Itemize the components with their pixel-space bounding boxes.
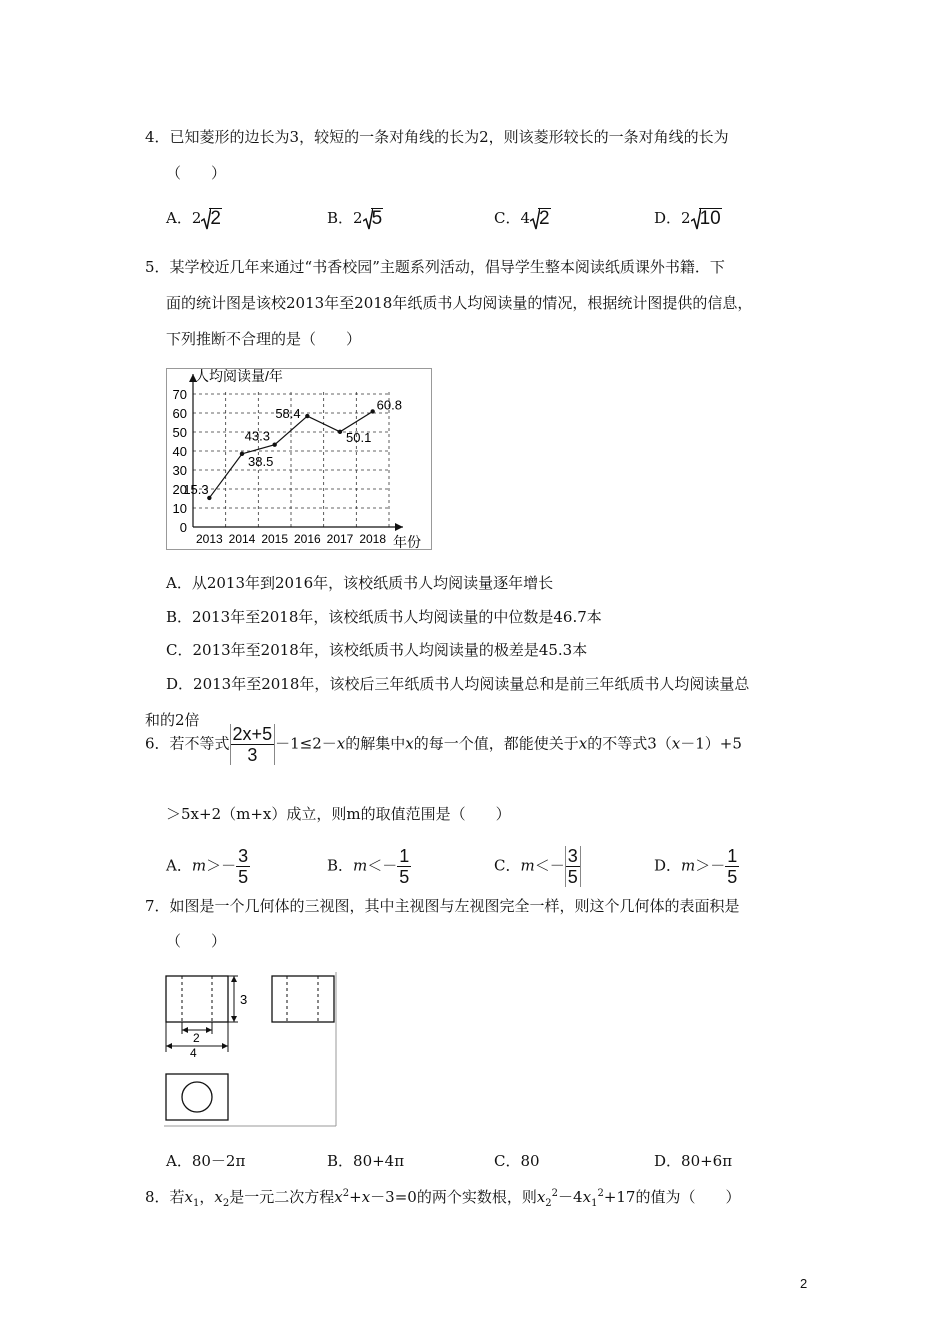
sqrt-symbol bbox=[201, 207, 222, 231]
x-axis-label: 年份 bbox=[393, 534, 421, 549]
sqrt-symbol bbox=[530, 207, 551, 231]
y-tick-label: 20 bbox=[172, 482, 187, 497]
q6-option-c[interactable] bbox=[494, 846, 581, 887]
q7-stem: 7．如图是一个几何体的三视图，其中主视图与左视图完全一样，则这个几何体的表面积是 bbox=[145, 897, 740, 915]
q6-var-x: x bbox=[405, 734, 414, 753]
reading-chart bbox=[166, 368, 432, 550]
x-tick-label: 2017 bbox=[326, 532, 354, 546]
q7-option-c[interactable]: C．80 bbox=[494, 1152, 540, 1170]
q8-mid3: =0的两个实数根，则 bbox=[394, 1188, 537, 1206]
q6-option-a-frac bbox=[236, 846, 250, 887]
data-point bbox=[272, 443, 276, 447]
q6-var-x: x bbox=[671, 734, 681, 753]
q6-mid: －1≤2－ bbox=[275, 734, 337, 753]
radicand: 2 bbox=[210, 208, 221, 230]
x-tick-label: 2018 bbox=[359, 532, 387, 546]
y-tick-label: 10 bbox=[172, 501, 187, 516]
q7-option-b[interactable]: B．80+4π bbox=[327, 1152, 405, 1170]
data-point bbox=[240, 452, 244, 456]
q6-line2: ＞5x+2（m+x）成立，则m的取值范围是（ ） bbox=[166, 805, 511, 823]
q6-option-d-label: D． bbox=[654, 856, 682, 875]
q8-tail: +17的值为（ ） bbox=[603, 1188, 741, 1206]
q6-line1 bbox=[145, 724, 742, 765]
three-view-figure bbox=[162, 970, 338, 1128]
q6-var-x: x bbox=[578, 734, 588, 753]
q8-pre: 8．若 bbox=[145, 1188, 185, 1206]
radicand: 5 bbox=[371, 208, 383, 230]
q5-line3: 下列推断不合理的是（ ） bbox=[166, 330, 362, 348]
sqrt-symbol bbox=[691, 207, 722, 231]
data-label: 43.3 bbox=[244, 428, 270, 444]
q6-option-a-rel: ＞－ bbox=[206, 856, 237, 875]
q5-option-b[interactable]: B．2013年至2018年，该校纸质书人均阅读量的中位数是46.7本 bbox=[166, 608, 602, 626]
x-tick-label: 2015 bbox=[261, 532, 289, 546]
q6-option-c-rel: ＜－ bbox=[534, 856, 565, 875]
y-tick-label: 40 bbox=[172, 444, 187, 459]
page-number: 2 bbox=[800, 1276, 808, 1291]
q6-frac-den: 3 bbox=[247, 745, 258, 765]
q8-mid1: ， bbox=[199, 1188, 215, 1206]
x-tick-label: 2013 bbox=[195, 532, 223, 546]
dim-height-label: 3 bbox=[240, 992, 248, 1007]
q6-post4: －1）+5 bbox=[680, 734, 742, 753]
x-tick-label: 2014 bbox=[228, 532, 256, 546]
q5-option-a[interactable]: A．从2013年到2016年，该校纸质书人均阅读量逐年增长 bbox=[166, 574, 554, 592]
y-tick-label: 30 bbox=[172, 463, 187, 478]
q8-stem: 8．若$x_1$，$x_2$是一元二次方程$x^2+x-3=0$的两个实数根，则$x_2^2-4x_1^2+17$的值为（ ） bbox=[145, 1188, 741, 1209]
q6-option-b[interactable] bbox=[327, 846, 411, 887]
q6-post3: 的不等式3（ bbox=[587, 734, 672, 753]
q6-option-b-rel: ＜－ bbox=[367, 856, 398, 875]
frac-den: 5 bbox=[399, 867, 410, 887]
dim-outer-label: 4 bbox=[190, 1046, 197, 1060]
dim-inner-label: 2 bbox=[193, 1031, 200, 1045]
q6-option-a[interactable] bbox=[166, 846, 250, 887]
reading-line-chart bbox=[167, 369, 431, 549]
frac-den: 5 bbox=[727, 867, 738, 887]
q4-option-a-label: A．2 bbox=[166, 209, 202, 227]
q4-option-d[interactable] bbox=[654, 207, 722, 231]
y-axis-label: 人均阅读量/年 bbox=[195, 369, 283, 384]
q4-option-d-label: D．2 bbox=[654, 209, 691, 227]
q4-option-b[interactable] bbox=[327, 207, 383, 231]
frac-num: 1 bbox=[399, 846, 410, 866]
q6-option-c-label: C． bbox=[494, 856, 521, 875]
x-axis-arrow-icon bbox=[395, 523, 403, 531]
q6-pre: 6．若不等式 bbox=[145, 734, 230, 753]
q6-fraction bbox=[230, 724, 276, 765]
data-point bbox=[370, 409, 374, 413]
frac-den: 5 bbox=[238, 867, 249, 887]
data-label: 50.1 bbox=[346, 429, 372, 445]
q6-option-c-var: m bbox=[520, 856, 535, 875]
q6-option-b-label: B． bbox=[327, 856, 354, 875]
three-view-diagram bbox=[162, 970, 338, 1128]
data-point bbox=[338, 430, 342, 434]
q6-option-d-frac bbox=[725, 846, 739, 887]
data-label: 60.8 bbox=[376, 397, 402, 413]
q4-option-b-label: B．2 bbox=[327, 209, 363, 227]
q6-option-a-label: A． bbox=[166, 856, 192, 875]
radicand: 10 bbox=[699, 208, 721, 230]
q6-option-c-frac bbox=[565, 846, 581, 887]
q5-option-d-cont: 和的2倍 bbox=[145, 711, 200, 729]
q6-option-d-var: m bbox=[681, 856, 696, 875]
data-label: 58.4 bbox=[275, 406, 301, 422]
q7-option-a[interactable]: A．80－2π bbox=[166, 1152, 246, 1170]
q5-line2: 面的统计图是该校2013年至2018年纸质书人均阅读量的情况，根据统计图提供的信息， bbox=[166, 294, 753, 312]
q6-post2: 的每一个值，都能使关于 bbox=[413, 734, 579, 753]
q4-paren: （ ） bbox=[166, 164, 227, 182]
frac-num: 3 bbox=[567, 846, 578, 866]
frac-num: 3 bbox=[238, 846, 249, 866]
q5-option-d[interactable]: D．2013年至2018年，该校后三年纸质书人均阅读量总和是前三年纸质书人均阅读量总 bbox=[166, 675, 750, 693]
q8-mid2: 是一元二次方程 bbox=[229, 1188, 335, 1206]
q4-option-c[interactable] bbox=[494, 207, 551, 231]
y-tick-label: 70 bbox=[172, 387, 187, 402]
q6-option-d[interactable] bbox=[654, 846, 739, 887]
data-label: 15.3 bbox=[183, 481, 209, 497]
x-tick-label: 2016 bbox=[293, 532, 321, 546]
q7-option-d[interactable]: D．80+6π bbox=[654, 1152, 733, 1170]
q6-option-b-frac bbox=[397, 846, 411, 887]
q4-stem: 4．已知菱形的边长为3，较短的一条对角线的长为2，则该菱形较长的一条对角线的长为 bbox=[145, 128, 729, 146]
data-label: 38.5 bbox=[248, 453, 274, 469]
frac-num: 1 bbox=[727, 846, 738, 866]
q6-option-a-var: m bbox=[191, 856, 207, 875]
y-tick-label: 0 bbox=[179, 520, 187, 535]
frac-den: 5 bbox=[567, 867, 578, 887]
q6-option-d-rel: ＞－ bbox=[695, 856, 726, 875]
sqrt-symbol bbox=[363, 207, 384, 231]
radicand: 2 bbox=[539, 208, 550, 230]
y-tick-label: 50 bbox=[172, 425, 187, 440]
q6-post1: 的解集中 bbox=[345, 734, 406, 753]
q6-var-x: x bbox=[336, 734, 346, 753]
data-point bbox=[305, 414, 309, 418]
q7-paren: （ ） bbox=[166, 932, 227, 950]
q6-option-b-var: m bbox=[353, 856, 368, 875]
y-tick-label: 60 bbox=[172, 406, 187, 421]
q5-option-c[interactable]: C．2013年至2018年，该校纸质书人均阅读量的极差是45.3本 bbox=[166, 641, 588, 659]
q6-frac-num: 2x+5 bbox=[232, 724, 273, 744]
q5-line1: 5．某学校近几年来通过“书香校园”主题系列活动，倡导学生整本阅读纸质课外书籍．下 bbox=[145, 258, 725, 276]
q4-option-a[interactable] bbox=[166, 207, 222, 231]
q4-option-c-label: C．4 bbox=[494, 209, 531, 227]
